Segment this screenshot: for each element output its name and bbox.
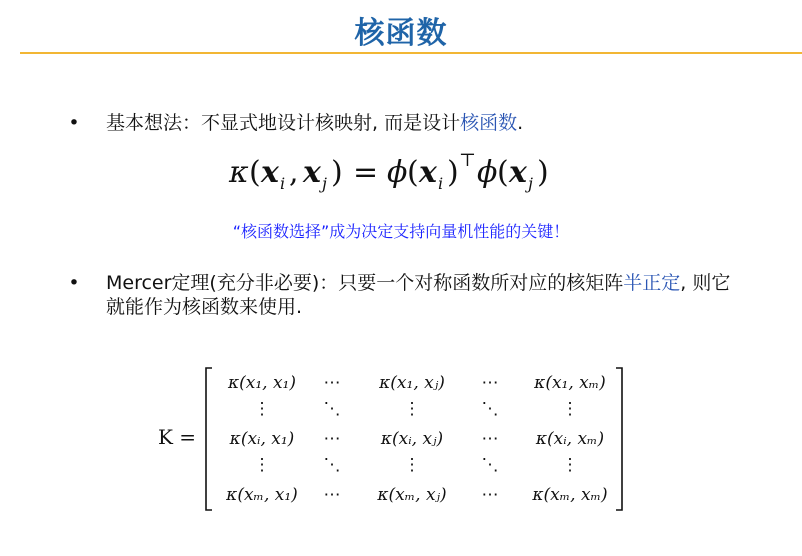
matrix-cell-r3-c5: κ(xᵢ, xₘ) [535, 429, 605, 449]
matrix-cell-r1-c3: κ(x₁, xⱼ) [379, 373, 445, 393]
bullet-marker: • [68, 112, 80, 134]
title-underline [20, 52, 802, 54]
slide-title: 核函数 [354, 16, 448, 51]
matrix-cell-r5-c3: κ(xₘ, xⱼ) [377, 485, 447, 505]
matrix-cell-r5-c1: κ(xₘ, x₁) [226, 485, 298, 505]
formula-xi: x [261, 155, 279, 190]
bullet-text-before: 基本想法：不显式地设计核映射, 而是设计 [106, 112, 461, 134]
matrix-cell-r5-c5: κ(xₘ, xₘ) [532, 485, 608, 505]
kernel-formula [0, 150, 802, 194]
formula-equals: = [353, 155, 379, 190]
matrix-label: K = [158, 425, 197, 449]
matrix-cell-r5-c4: ⋯ [481, 485, 499, 505]
bullet-basic-idea [64, 111, 784, 137]
bullet-text-before: Mercer定理(充分非必要)：只要一个对称函数所对应的核矩阵 [106, 272, 624, 294]
formula-rparen-3: ) [537, 155, 549, 190]
formula-lparen-3: ( [497, 155, 509, 190]
formula-sub-i: i [280, 174, 286, 193]
formula-sub-j: j [322, 174, 327, 193]
formula-xi-2: x [419, 155, 437, 190]
bullet-marker: • [68, 272, 80, 294]
formula-xj: x [303, 155, 321, 190]
matrix-cell-r2-c1: ⋮ [253, 399, 271, 419]
bullet-text-after: . [517, 112, 524, 134]
matrix-cell-r1-c5: κ(x₁, xₘ) [534, 373, 606, 393]
formula-rparen: ) [331, 155, 343, 190]
formula-transpose: ⊤ [459, 150, 476, 171]
formula-kappa: κ [229, 155, 249, 190]
matrix-cell-r1-c2: ⋯ [323, 373, 341, 393]
matrix-left-bracket [206, 368, 212, 510]
matrix-right-bracket [616, 368, 622, 510]
formula-rparen-2: ) [447, 155, 459, 190]
formula-sub-i-2: i [438, 174, 444, 193]
formula-phi-1: ϕ [387, 155, 408, 190]
matrix-cell-r1-c4: ⋯ [481, 373, 499, 393]
kernel-matrix [150, 364, 650, 514]
bullet-mercer-theorem [64, 271, 784, 323]
matrix-cell-r3-c3: κ(xᵢ, xⱼ) [380, 429, 444, 449]
bullet-text-after: , 则它就能作为核函数来使用. [106, 272, 731, 318]
matrix-cell-r2-c5: ⋮ [561, 399, 579, 419]
kernel-matrix-svg [150, 364, 650, 514]
formula-sub-j-2: j [528, 174, 533, 193]
bullet-text [106, 111, 523, 135]
matrix-cell-r1-c1: κ(x₁, x₁) [227, 373, 297, 393]
kernel-formula-svg [221, 150, 581, 194]
matrix-cell-r3-c2: ⋯ [323, 429, 341, 449]
matrix-cell-r4-c5: ⋮ [561, 455, 579, 475]
formula-comma: , [289, 155, 299, 190]
bullet-text [106, 271, 746, 319]
formula-phi-2: ϕ [477, 155, 498, 190]
matrix-cell-r4-c1: ⋮ [253, 455, 271, 475]
matrix-cell-r4-c2: ⋱ [323, 455, 341, 475]
highlight-kernel-function: 核函数 [460, 112, 518, 134]
matrix-cell-r4-c4: ⋱ [481, 455, 499, 475]
matrix-cell-r3-c1: κ(xᵢ, x₁) [229, 429, 295, 449]
matrix-cell-r2-c3: ⋮ [403, 399, 421, 419]
formula-lparen-2: ( [407, 155, 419, 190]
matrix-cell-r5-c2: ⋯ [323, 485, 341, 505]
matrix-cell-r2-c4: ⋱ [481, 399, 499, 419]
formula-lparen: ( [249, 155, 261, 190]
kernel-selection-note: “核函数选择”成为决定支持向量机性能的关键！ [232, 222, 570, 241]
matrix-cell-r2-c2: ⋱ [323, 399, 341, 419]
matrix-cell-r4-c3: ⋮ [403, 455, 421, 475]
highlight-positive-semidefinite: 半正定 [623, 272, 681, 294]
formula-xj-2: x [509, 155, 527, 190]
matrix-cell-r3-c4: ⋯ [481, 429, 499, 449]
